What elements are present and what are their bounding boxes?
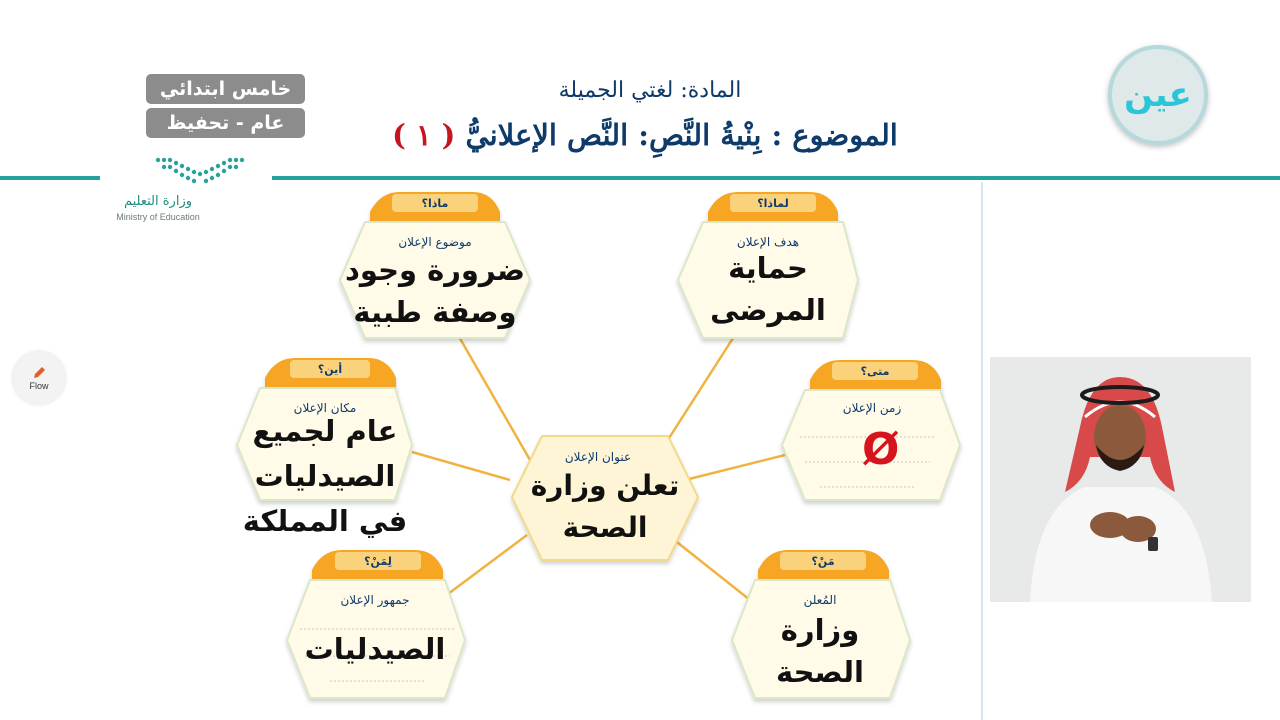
node-why-question: لماذا؟ [757, 197, 789, 210]
grade-badge: خامس ابتدائي [146, 74, 305, 104]
ministry-name-en: Ministry of Education [116, 212, 200, 222]
interpreter-video [990, 357, 1251, 602]
node-what-answer: ضرورة وجود وصفة طبية [345, 253, 525, 329]
node-who-label: المُعلن [803, 593, 837, 607]
node-whom [287, 550, 465, 698]
node-whom-question: لِمَنْ؟ [364, 555, 392, 568]
center-answer: تعلن وزارة الصحة [530, 469, 680, 544]
channel-logo: عين [1108, 45, 1208, 145]
node-what-question: ماذا؟ [421, 197, 449, 210]
ministry-name-ar: وزارة التعليم [123, 194, 193, 209]
node-where-answer: عام لجميع الصيدليات في المملكة [242, 414, 408, 538]
node-when-label: زمن الإعلان [842, 401, 902, 415]
node-where-label: مكان الإعلان [293, 401, 357, 415]
node-where-question: أين؟ [317, 363, 343, 376]
subject-title: المادة: لغتي الجميلة [558, 78, 742, 103]
flow-label: Flow [29, 381, 49, 391]
topic-number: ( ١ ) [392, 118, 456, 152]
node-who-answer: وزارة الصحة [776, 613, 864, 689]
node-why-answer: حماية المرضى [710, 251, 826, 327]
topic-title: الموضوع : بِنْيةُ النَّصِ: النَّص الإعلانيُّ ( ١ ) [392, 118, 898, 152]
node-whom-label: جمهور الإعلان [340, 593, 410, 607]
node-who-question: مَنْ؟ [811, 555, 835, 568]
center-label: عنوان الإعلان [564, 450, 632, 464]
node-what-label: موضوع الإعلان [398, 235, 472, 249]
node-why-label: هدف الإعلان [736, 235, 800, 249]
content-divider [981, 182, 983, 720]
track-badge: عام - تحفيظ [146, 108, 305, 138]
node-whom-answer: الصيدليات [304, 632, 446, 666]
interpreter-figure [990, 357, 1251, 602]
node-when-answer: Ø [862, 424, 900, 475]
node-when-question: متى؟ [860, 365, 890, 378]
